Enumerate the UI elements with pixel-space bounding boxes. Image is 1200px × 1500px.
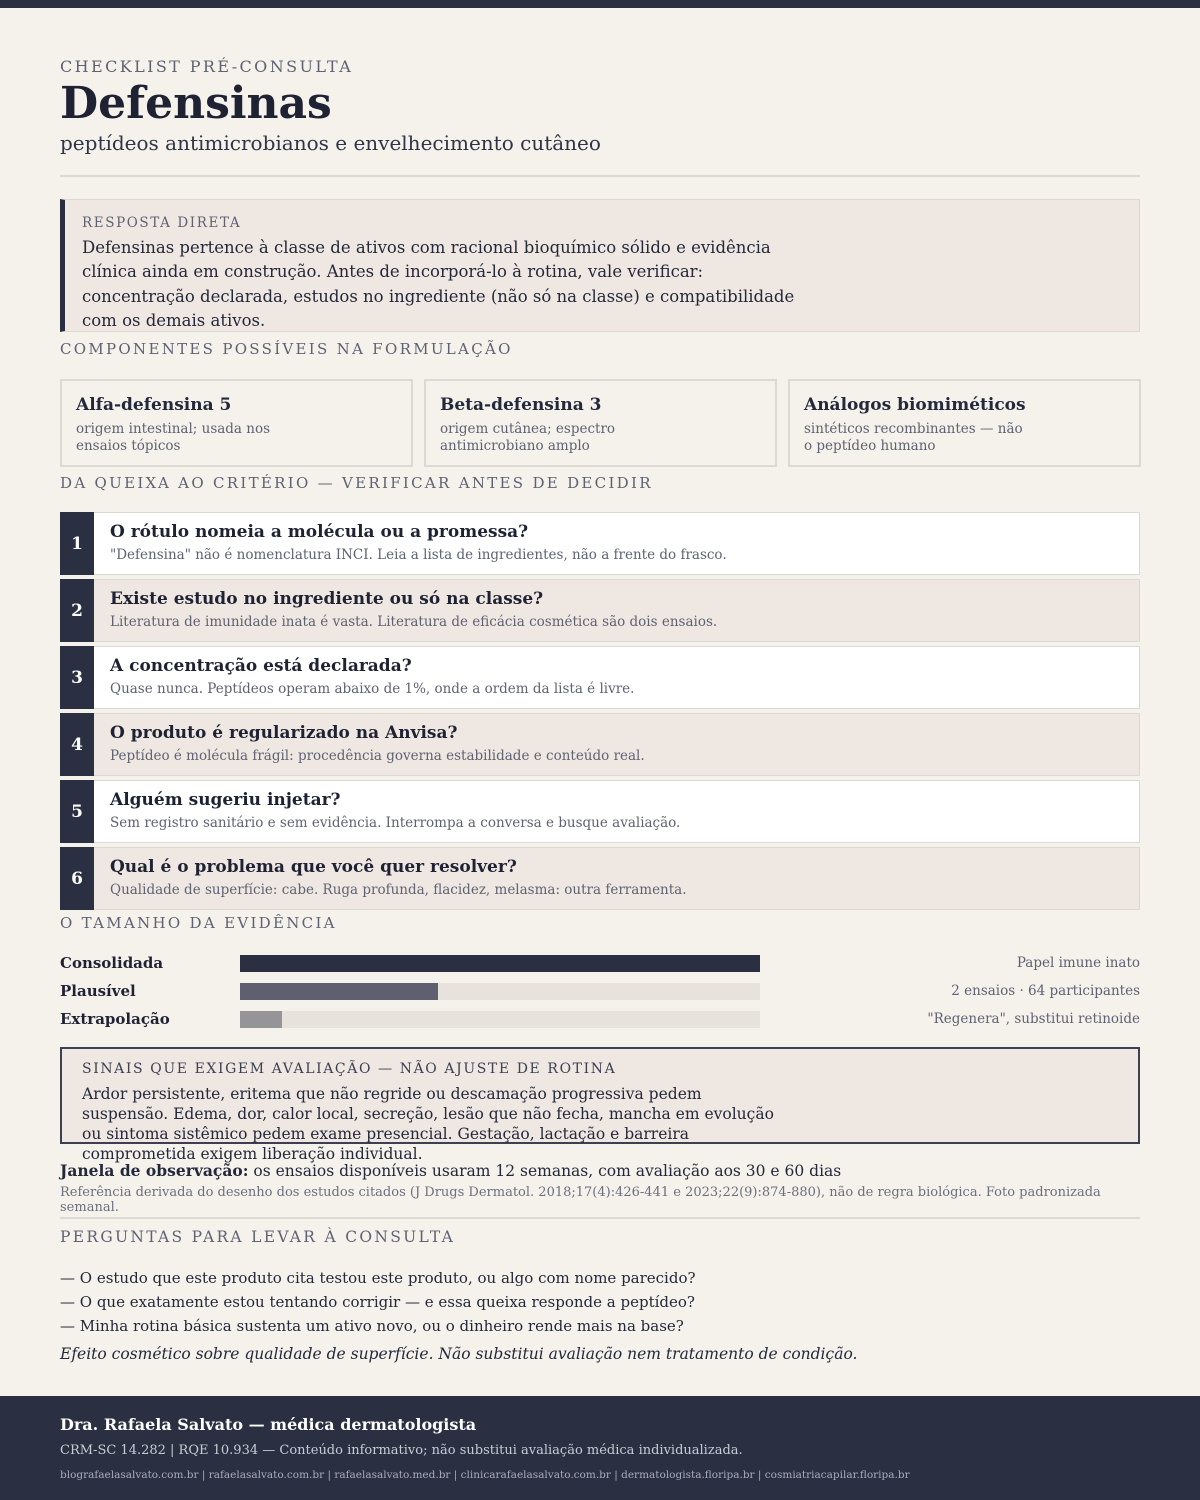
evidence-bar-plausivel: [240, 983, 438, 1000]
step-number: 3: [60, 646, 94, 709]
step-number: 4: [60, 713, 94, 776]
checklist-step-6: [60, 847, 1140, 910]
cosmetic-disclaimer: Efeito cosmético sobre qualidade de superfície. Não substitui avaliação nem tratamento de condição.: [60, 1345, 858, 1363]
questions-list: [60, 1266, 1140, 1338]
question-item: — Minha rotina básica sustenta um ativo novo, ou o dinheiro rende mais na base?: [60, 1317, 684, 1335]
evidence-bar-extrapolacao: [240, 1011, 282, 1028]
evidence-note: 2 ensaios · 64 participantes: [951, 983, 1140, 999]
component-desc: origem intestinal; usada nos ensaios tópicos: [76, 421, 271, 454]
checklist-step-1: [60, 512, 1140, 575]
component-desc: sintéticos recombinantes — não o peptídeo humano: [804, 421, 1023, 454]
direct-answer-text: Defensinas pertence à classe de ativos com racional bioquímico sólido e evidência clínica ainda em construção. Antes de incorporá-lo à rotina, vale verificar: concentração declarada, estudos no ingrediente (não só na classe) e compatibilidade com os demais ativos.: [82, 238, 795, 330]
step-number: 5: [60, 780, 94, 843]
step-detail: "Defensina" não é nomenclatura INCI. Leia a lista de ingredientes, não a frente do frasco.: [110, 547, 727, 563]
evidence-label-plausivel: Plausível: [60, 982, 136, 1000]
evidence-bar-track: [240, 1011, 760, 1028]
step-detail: Sem registro sanitário e sem evidência. Interrompa a conversa e busque avaliação.: [110, 815, 681, 831]
author-credentials: CRM-SC 14.282 | RQE 10.934 — Conteúdo informativo; não substitui avaliação médica individualizada.: [60, 1443, 743, 1458]
evidence-heading: O TAMANHO DA EVIDÊNCIA: [60, 914, 337, 932]
observation-text: os ensaios disponíveis usaram 12 semanas, com avaliação aos 30 e 60 dias: [248, 1162, 842, 1180]
component-card-beta-defensina: [424, 379, 777, 467]
step-number: 2: [60, 579, 94, 642]
step-question: O rótulo nomeia a molécula ou a promessa?: [110, 522, 529, 542]
step-question: O produto é regularizado na Anvisa?: [110, 723, 458, 743]
question-item: — O que exatamente estou tentando corrigir — e essa queixa responde a peptídeo?: [60, 1293, 695, 1311]
evidence-bar-track: [240, 955, 760, 972]
questions-heading: PERGUNTAS PARA LEVAR À CONSULTA: [60, 1228, 456, 1246]
step-question: A concentração está declarada?: [110, 656, 412, 676]
component-card-alfa-defensina: [60, 379, 413, 467]
checklist-step-3: [60, 646, 1140, 709]
question-item: — O estudo que este produto cita testou este produto, ou algo com nome parecido?: [60, 1269, 696, 1287]
footer-links: blografaelasalvato.com.br | rafaelasalvato.com.br | rafaelasalvato.med.br | clinicarafaelasalvato.com.br | dermatologista.floripa.br | cosmiatriacapilar.floripa.br: [60, 1469, 910, 1481]
direct-answer-box: [60, 199, 1140, 332]
component-name: Alfa-defensina 5: [76, 395, 232, 415]
evidence-label-extrapolacao: Extrapolação: [60, 1010, 170, 1028]
checklist-step-5: [60, 780, 1140, 843]
direct-answer-label: RESPOSTA DIRETA: [82, 215, 242, 231]
component-name: Beta-defensina 3: [440, 395, 602, 415]
step-question: Alguém sugeriu injetar?: [110, 790, 341, 810]
step-number: 1: [60, 512, 94, 575]
component-desc: origem cutânea; espectro antimicrobiano amplo: [440, 421, 616, 454]
footer: [0, 1396, 1200, 1500]
checklist-step-2: [60, 579, 1140, 642]
step-question: Existe estudo no ingrediente ou só na classe?: [110, 589, 544, 609]
warning-signs-box: [60, 1047, 1140, 1163]
observation-label: Janela de observação:: [60, 1161, 249, 1180]
evidence-note: Papel imune inato: [1016, 955, 1140, 971]
page-subtitle: peptídeos antimicrobianos e envelhecimento cutâneo: [60, 131, 601, 155]
evidence-note: "Regenera", substitui retinoide: [927, 1011, 1140, 1027]
step-question: Qual é o problema que você quer resolver?: [110, 857, 517, 877]
step-detail: Literatura de imunidade inata é vasta. Literatura de eficácia cosmética são dois ensaios.: [110, 614, 718, 630]
components-heading: COMPONENTES POSSÍVEIS NA FORMULAÇÃO: [60, 340, 513, 358]
criteria-heading: DA QUEIXA AO CRITÉRIO — VERIFICAR ANTES DE DECIDIR: [60, 474, 653, 492]
evidence-label-consolidada: Consolidada: [60, 954, 164, 972]
divider: [60, 175, 1140, 177]
warning-signs-label: SINAIS QUE EXIGEM AVALIAÇÃO — NÃO AJUSTE DE ROTINA: [82, 1061, 617, 1077]
divider: [60, 1217, 1140, 1219]
step-detail: Qualidade de superfície: cabe. Ruga profunda, flacidez, melasma: outra ferramenta.: [110, 882, 687, 898]
observation-window: [60, 1161, 841, 1180]
evidence-bar-consolidada: [240, 955, 760, 972]
step-number: 6: [60, 847, 94, 910]
page-eyebrow: CHECKLIST PRÉ-CONSULTA: [60, 57, 354, 76]
top-accent-bar: [0, 0, 1200, 8]
author-name: Dra. Rafaela Salvato — médica dermatologista: [60, 1415, 477, 1434]
reference-note: Referência derivada do desenho dos estudos citados (J Drugs Dermatol. 2018;17(4):426-441 e 2023;22(9):874-880), não de regra biológica. Foto padronizada semanal.: [60, 1185, 1101, 1215]
page-title: Defensinas: [60, 78, 332, 129]
checklist-step-4: [60, 713, 1140, 776]
warning-signs-text: Ardor persistente, eritema que não regride ou descamação progressiva pedem suspensão. Edema, dor, calor local, secreção, lesão que não fecha, mancha em evolução ou sintoma sistêmico pedem exame presencial. Gestação, lactação e barreira comprometida exigem liberação individual.: [82, 1085, 774, 1163]
step-detail: Quase nunca. Peptídeos operam abaixo de 1%, onde a ordem da lista é livre.: [110, 681, 635, 697]
component-card-analogos: [788, 379, 1141, 467]
component-name: Análogos biomiméticos: [804, 395, 1026, 415]
step-detail: Peptídeo é molécula frágil: procedência governa estabilidade e conteúdo real.: [110, 748, 645, 764]
evidence-bar-track: [240, 983, 760, 1000]
